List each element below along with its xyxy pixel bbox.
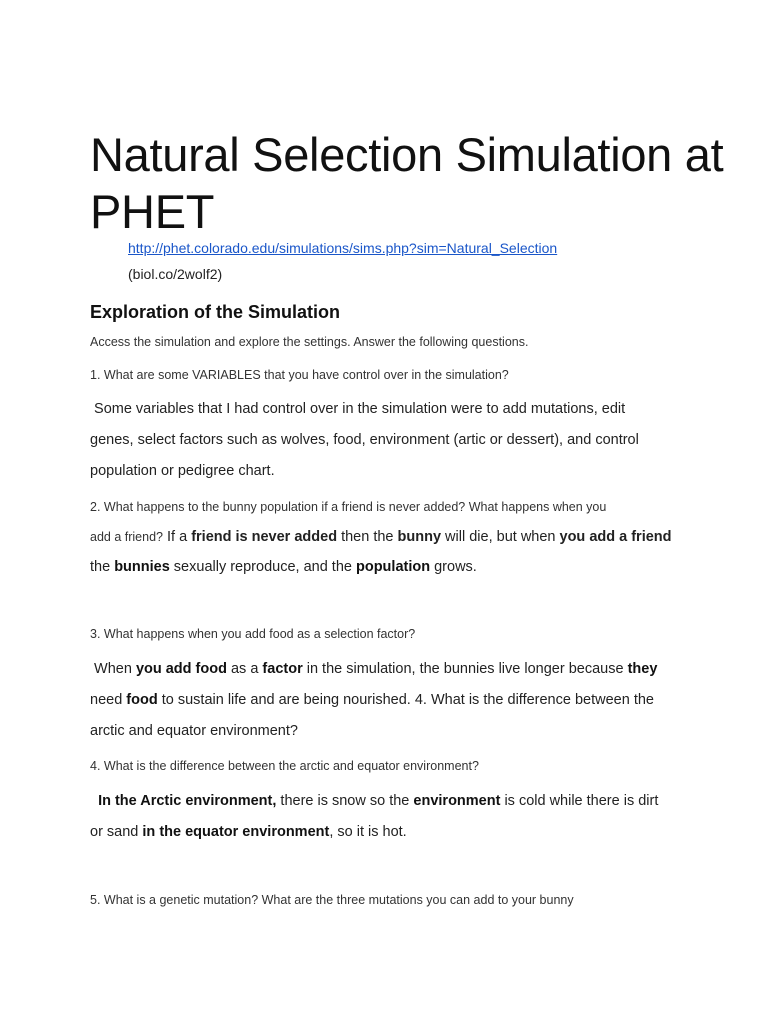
answer-3-bold-factor: factor	[262, 661, 303, 677]
answer-3-line-2	[90, 685, 690, 716]
answer-3-line-1	[90, 654, 690, 685]
answer-2-the: the	[90, 559, 115, 575]
question-4: 4. What is the difference between the arctic and equator environment?	[90, 759, 479, 773]
answer-2-if: If a	[162, 529, 192, 545]
answer-4-bold-in-equator: in the equator environment	[142, 824, 330, 840]
answer-4-lead	[90, 793, 98, 809]
answer-3-bold-they: they	[627, 661, 658, 677]
question-2-line-2-text: add a friend?	[90, 530, 163, 544]
simulation-link[interactable]: http://phet.colorado.edu/simulations/sims.php?sim=Natural_Selection	[128, 240, 558, 256]
answer-4-bold-in-arctic: In the Arctic environment,	[98, 793, 277, 809]
answer-2-bold-population: population	[355, 559, 431, 575]
question-1: 1. What are some VARIABLES that you have control over in the simulation?	[90, 368, 509, 382]
answer-4	[90, 786, 690, 848]
answer-2-sexually: sexually reproduce, and the	[169, 559, 356, 575]
question-2-block	[90, 492, 690, 582]
answer-4-hot: , so it is hot.	[329, 824, 407, 840]
answer-3-sustain: to sustain life and are being nourished. 4. What is the difference between the	[157, 692, 654, 708]
answer-3-as-a: as a	[226, 661, 263, 677]
answer-2-bold-bunny: bunny	[397, 529, 442, 545]
answer-3-bold-you-add-food: you add food	[135, 661, 227, 677]
answer-3-bold-food: food	[126, 692, 158, 708]
answer-4-line-1	[90, 786, 690, 817]
answer-4-bold-environment: environment	[413, 793, 501, 809]
question-3: 3. What happens when you add food as a selection factor?	[90, 627, 416, 641]
answer-2-then-the: then the	[337, 529, 398, 545]
answer-1-line-1: Some variables that I had control over in the simulation were to add mutations, edit	[90, 401, 626, 417]
answer-2-will-die: will die, but when	[441, 529, 560, 545]
answer-2-line-2	[90, 552, 690, 582]
intro-text: Access the simulation and explore the settings. Answer the following questions.	[90, 335, 529, 349]
answer-1-line-2: genes, select factors such as wolves, food, environment (artic or dessert), and control	[90, 432, 639, 448]
answer-4-or-sand: or sand	[90, 824, 143, 840]
answer-3-when: When	[90, 661, 136, 677]
answer-3-line-3: arctic and equator environment?	[90, 723, 298, 739]
section-heading: Exploration of the Simulation	[90, 302, 341, 322]
question-2-line-2	[90, 522, 690, 552]
answer-4-cold: is cold while there is dirt	[500, 793, 659, 809]
page-title: Natural Selection Simulation at PHET	[90, 128, 724, 238]
answer-2-bold-bunnies: bunnies	[114, 559, 170, 575]
question-5: 5. What is a genetic mutation? What are the three mutations you can add to your bunny	[90, 893, 574, 907]
answer-3-in-sim: in the simulation, the bunnies live longer because	[302, 661, 628, 677]
answer-1	[90, 394, 690, 487]
answer-2-bold-friend-never-added: friend is never added	[191, 529, 338, 545]
answer-4-snow: there is snow so the	[276, 793, 414, 809]
answer-2-grows: grows.	[430, 559, 477, 575]
answer-3-need: need	[90, 692, 127, 708]
answer-4-line-2	[90, 817, 690, 848]
answer-2-bold-you-add-friend: you add a friend	[559, 529, 672, 545]
answer-3	[90, 654, 690, 747]
answer-1-line-3: population or pedigree chart.	[90, 463, 275, 479]
question-2-line-1: 2. What happens to the bunny population if a friend is never added? What happens when you	[90, 500, 607, 514]
short-link-text: (biol.co/2wolf2)	[128, 266, 223, 282]
